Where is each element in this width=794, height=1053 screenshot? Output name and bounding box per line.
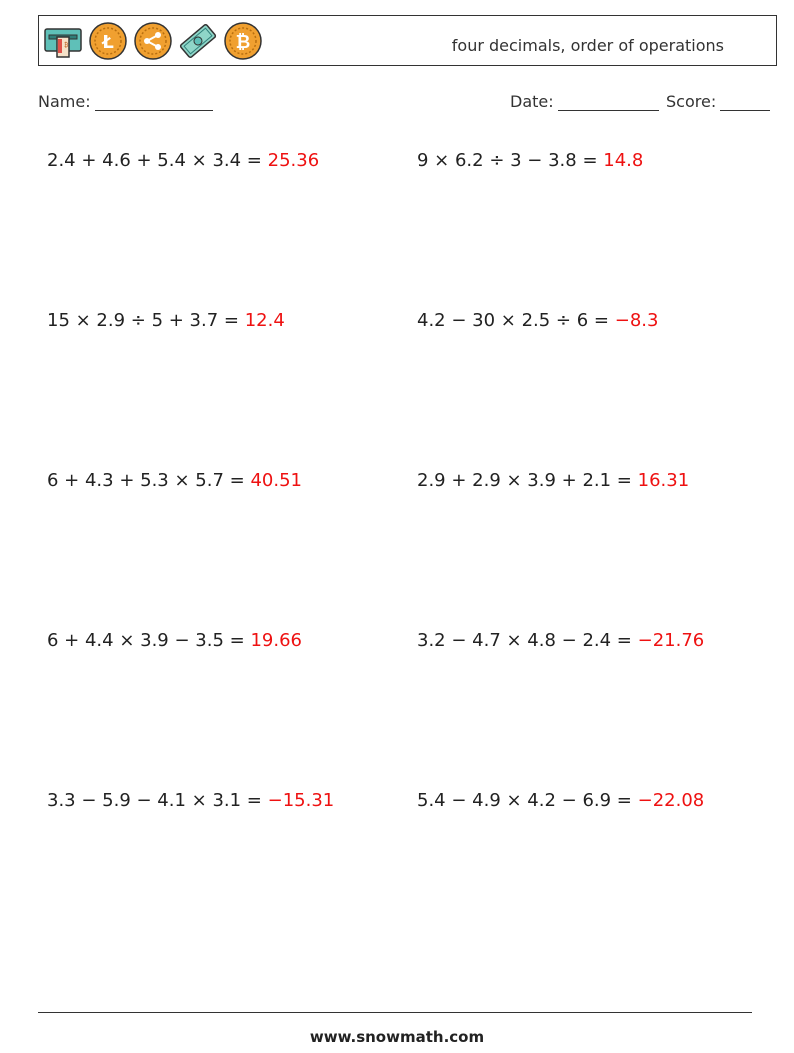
problem-expression: 6 + 4.4 × 3.9 − 3.5 = bbox=[47, 630, 245, 651]
banknote-icon bbox=[178, 21, 218, 61]
date-line[interactable] bbox=[558, 94, 659, 111]
footer-divider bbox=[38, 1012, 752, 1013]
footer-url[interactable]: www.snowmath.com bbox=[309, 1028, 485, 1046]
litecoin-icon bbox=[88, 21, 128, 61]
problem-answer: −8.3 bbox=[614, 310, 659, 331]
date-label: Date: bbox=[510, 92, 554, 111]
problem-4 bbox=[417, 310, 658, 331]
name-line[interactable] bbox=[95, 94, 213, 111]
worksheet-header bbox=[38, 15, 777, 66]
problem-3 bbox=[47, 310, 285, 331]
problem-5 bbox=[47, 470, 302, 491]
svg-text:₿: ₿ bbox=[64, 42, 69, 49]
problem-answer: 12.4 bbox=[244, 310, 285, 331]
problem-8 bbox=[417, 630, 704, 651]
problem-7 bbox=[47, 630, 302, 651]
problem-answer: 40.51 bbox=[250, 470, 302, 491]
problem-expression: 2.4 + 4.6 + 5.4 × 3.4 = bbox=[47, 150, 262, 171]
problem-answer: −22.08 bbox=[637, 790, 705, 811]
name-label: Name: bbox=[38, 92, 91, 111]
date-field[interactable] bbox=[510, 92, 659, 111]
problem-expression: 3.3 − 5.9 − 4.1 × 3.1 = bbox=[47, 790, 262, 811]
problem-answer: 19.66 bbox=[250, 630, 302, 651]
problem-answer: −21.76 bbox=[637, 630, 705, 651]
problem-10 bbox=[417, 790, 704, 811]
problem-expression: 6 + 4.3 + 5.3 × 5.7 = bbox=[47, 470, 245, 491]
problem-answer: 14.8 bbox=[603, 150, 644, 171]
atm-card-icon bbox=[43, 21, 83, 61]
problem-2 bbox=[417, 150, 643, 171]
problem-expression: 3.2 − 4.7 × 4.8 − 2.4 = bbox=[417, 630, 632, 651]
bitcoin-icon bbox=[223, 21, 263, 61]
problem-answer: −15.31 bbox=[267, 790, 335, 811]
worksheet-title: four decimals, order of operations bbox=[451, 36, 724, 55]
score-label: Score: bbox=[666, 92, 717, 111]
problem-expression: 2.9 + 2.9 × 3.9 + 2.1 = bbox=[417, 470, 632, 491]
score-line[interactable] bbox=[720, 94, 770, 111]
problem-expression: 15 × 2.9 ÷ 5 + 3.7 = bbox=[47, 310, 239, 331]
svg-text:₿: ₿ bbox=[235, 32, 251, 53]
problem-answer: 16.31 bbox=[637, 470, 690, 491]
problem-expression: 4.2 − 30 × 2.5 ÷ 6 = bbox=[417, 310, 609, 331]
problem-expression: 5.4 − 4.9 × 4.2 − 6.9 = bbox=[417, 790, 632, 811]
problem-answer: 25.36 bbox=[267, 150, 320, 171]
share-coin-icon bbox=[133, 21, 173, 61]
score-field[interactable] bbox=[666, 92, 770, 111]
problem-6 bbox=[417, 470, 689, 491]
problem-9 bbox=[47, 790, 334, 811]
name-field[interactable] bbox=[38, 92, 213, 111]
problem-1 bbox=[47, 150, 319, 171]
problem-expression: 9 × 6.2 ÷ 3 − 3.8 = bbox=[417, 150, 598, 171]
svg-text:Ł: Ł bbox=[102, 32, 114, 53]
header-icons bbox=[43, 21, 263, 61]
